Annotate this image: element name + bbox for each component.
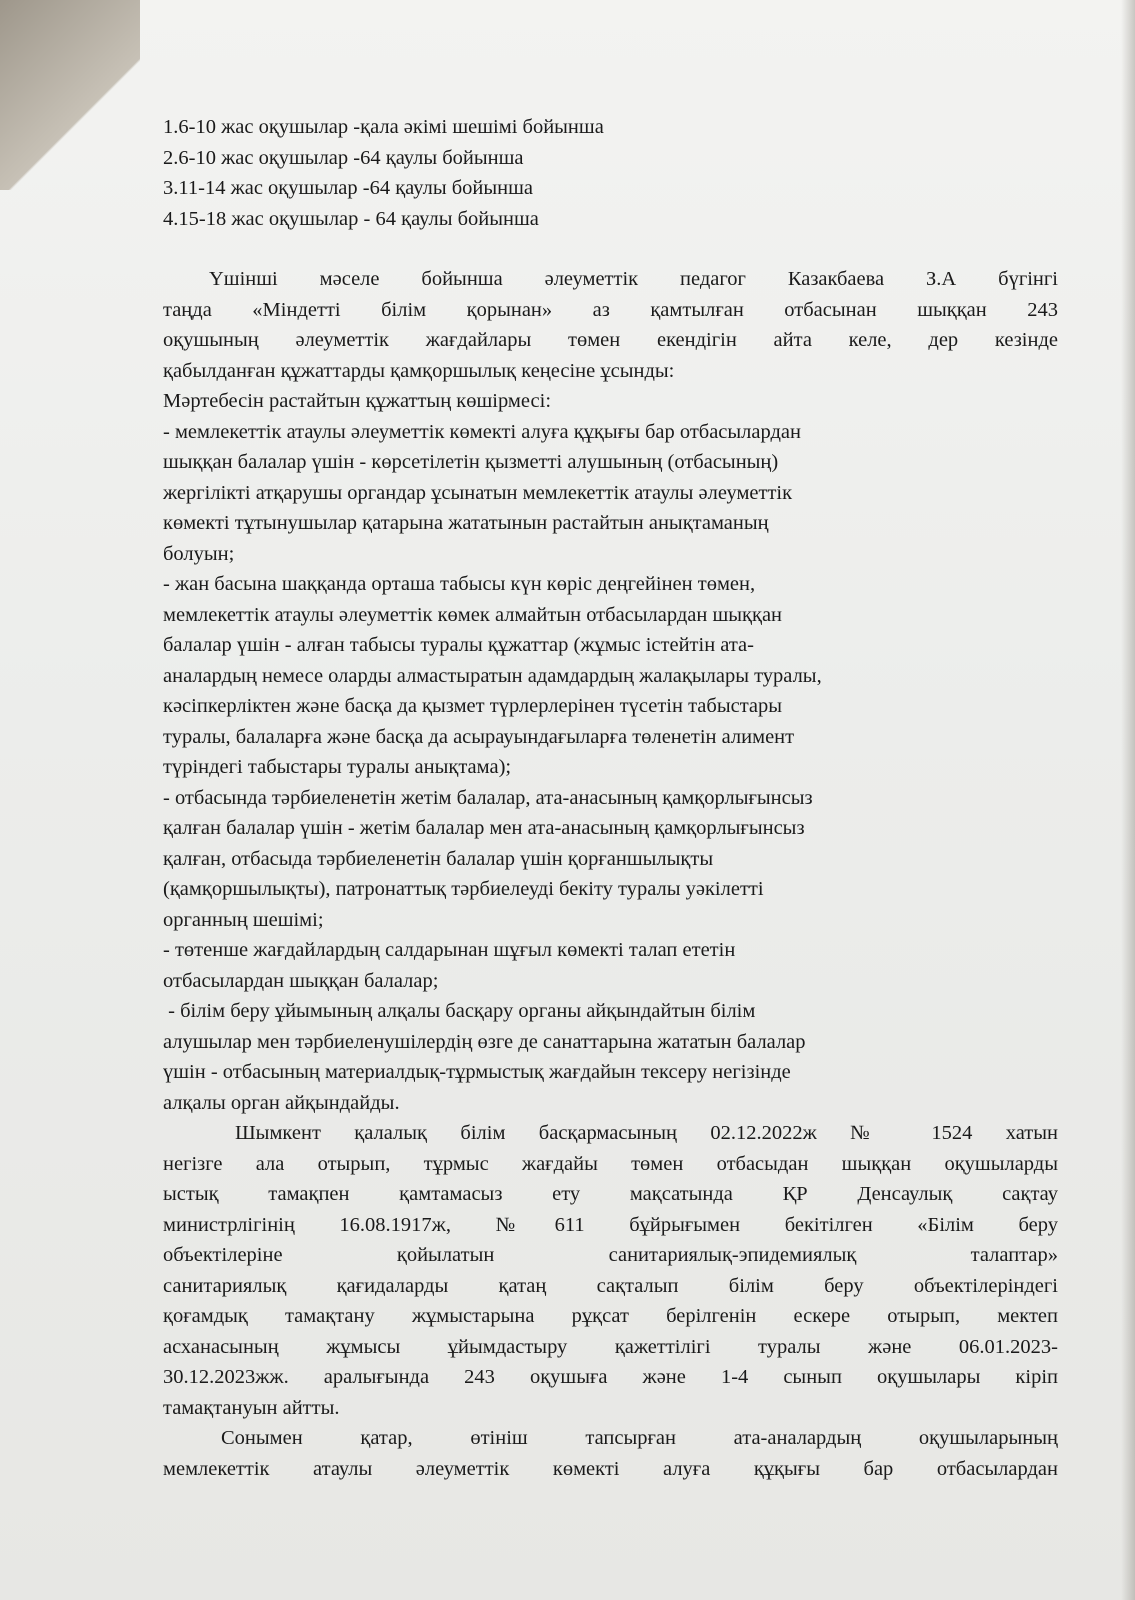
bullet-line: органның шешімі; — [163, 908, 324, 931]
paragraph-line: Үшінші мәселе бойынша әлеуметтік педагог Казакбаева З.А бүгінгі — [209, 268, 1058, 290]
paragraph-line: негізге ала отырып, тұрмыс жағдайы төмен отбасыдан шыққан оқушыларды — [163, 1152, 1058, 1175]
paragraph-line: санитариялық қағидаларды қатаң сақталып білім беру объектілеріндегі — [163, 1274, 1058, 1297]
bullet-line: жергілікті атқарушы органдар ұсынатын мемлекеттік атаулы әлеуметтік — [163, 481, 793, 504]
bullet-line: алушылар мен тәрбиеленушілердің өзге де санаттарына жататын балалар — [163, 1030, 806, 1053]
paragraph-line: қабылданған құжаттарды қамқоршылық кеңесіне ұсынды: — [163, 359, 675, 382]
bullet-line: отбасылардан шыққан балалар; — [163, 969, 439, 992]
bullet-line: шыққан балалар үшін - көрсетілетін қызметті алушының (отбасының) — [163, 451, 779, 473]
paragraph-line: Сонымен қатар, өтініш тапсырған ата-аналардың оқушыларының — [221, 1427, 1058, 1449]
paragraph-line: қоғамдық тамақтану жұмыстарына рұқсат берілгенін ескере отырып, мектеп — [163, 1305, 1058, 1327]
folded-corner — [0, 0, 140, 190]
page-edge-shadow — [1121, 0, 1135, 1600]
paragraph-line: Шымкент қалалық білім басқармасының 02.12.2022ж № 1524 хатын — [235, 1122, 1058, 1144]
paragraph-line: асханасының жұмысы ұйымдастыру қажеттілігі туралы және 06.01.2023- — [163, 1335, 1058, 1358]
list-item: 1.6-10 жас оқушылар -қала әкімі шешімі бойынша — [163, 116, 604, 138]
bullet-line: - отбасында тәрбиеленетін жетім балалар, ата-анасының қамқорлығынсыз — [163, 786, 813, 809]
paragraph-line: 30.12.2023жж. аралығында 243 оқушыға және 1-4 сынып оқушылары кіріп — [163, 1366, 1058, 1388]
paragraph-line: объектілеріне қойылатын санитариялық-эпидемиялық талаптар» — [163, 1244, 1058, 1266]
bullet-line: туралы, балаларға және басқа да асырауындағыларға төленетін алимент — [163, 725, 795, 748]
paragraph-line: таңда «Міндетті білім қорынан» аз қамтылған отбасынан шыққан 243 — [163, 298, 1058, 321]
list-item: 3.11-14 жас оқушылар -64 қаулы бойынша — [163, 177, 534, 199]
docs-heading: Мәртебесін растайтын құжаттың көшірмесі: — [163, 390, 552, 412]
bullet-line: (қамқоршылықты), патронаттық тәрбиелеуді бекіту туралы уәкілетті — [163, 878, 764, 900]
bullet-line: кәсіпкерліктен және басқа да қызмет түрлерлерінен түсетін табыстары — [163, 695, 783, 717]
bullet-line: қалған балалар үшін - жетім балалар мен ата-анасының қамқорлығынсыз — [163, 817, 805, 839]
bullet-line: алқалы орган айқындайды. — [163, 1091, 400, 1114]
bullet-line: болуын; — [163, 542, 235, 565]
bullet-line: қалған, отбасыда тәрбиеленетін балалар үшін қорғаншылықты — [163, 847, 714, 870]
bullet-line: түріндегі табыстары туралы анықтама); — [163, 756, 512, 778]
paragraph-line: тамақтануын айтты. — [163, 1396, 340, 1419]
paragraph-line: ыстық тамақпен қамтамасыз ету мақсатында ҚР Денсаулық сақтау — [163, 1183, 1058, 1205]
bullet-line: көмекті тұтынушылар қатарына жататынын растайтын анықтаманың — [163, 512, 769, 534]
bullet-line: үшін - отбасының материалдық-тұрмыстық жағдайын тексеру негізінде — [163, 1061, 791, 1083]
bullet-line: - төтенше жағдайлардың салдарынан шұғыл көмекті талап ететін — [163, 939, 736, 961]
bullet-line: - білім беру ұйымының алқалы басқару органы айқындайтын білім — [163, 1000, 756, 1022]
bullet-line: балалар үшін - алған табысы туралы құжаттар (жұмыс істейтін ата- — [163, 634, 754, 656]
bullet-line: мемлекеттік атаулы әлеуметтік көмек алмайтын отбасылардан шыққан — [163, 603, 783, 626]
list-item: 2.6-10 жас оқушылар -64 қаулы бойынша — [163, 146, 524, 169]
document-body — [163, 112, 1058, 1484]
bullet-line: аналардың немесе оларды алмастыратын адамдардың жалақылары туралы, — [163, 664, 822, 687]
bullet-line: - жан басына шаққанда орташа табысы күн көріс деңгейінен төмен, — [163, 573, 756, 595]
list-item: 4.15-18 жас оқушылар - 64 қаулы бойынша — [163, 207, 539, 230]
paragraph-line: министрлігінің 16.08.1917ж, №611 бұйрығымен бекітілген «Білім беру — [163, 1213, 1058, 1236]
paragraph-line: мемлекеттік атаулы әлеуметтік көмекті алуға құқығы бар отбасылардан — [163, 1457, 1058, 1480]
bullet-line: - мемлекеттік атаулы әлеуметтік көмекті алуға құқығы бар отбасылардан — [163, 420, 801, 443]
paragraph-line: оқушының әлеуметтік жағдайлары төмен екендігін айта келе, дер кезінде — [163, 329, 1058, 351]
